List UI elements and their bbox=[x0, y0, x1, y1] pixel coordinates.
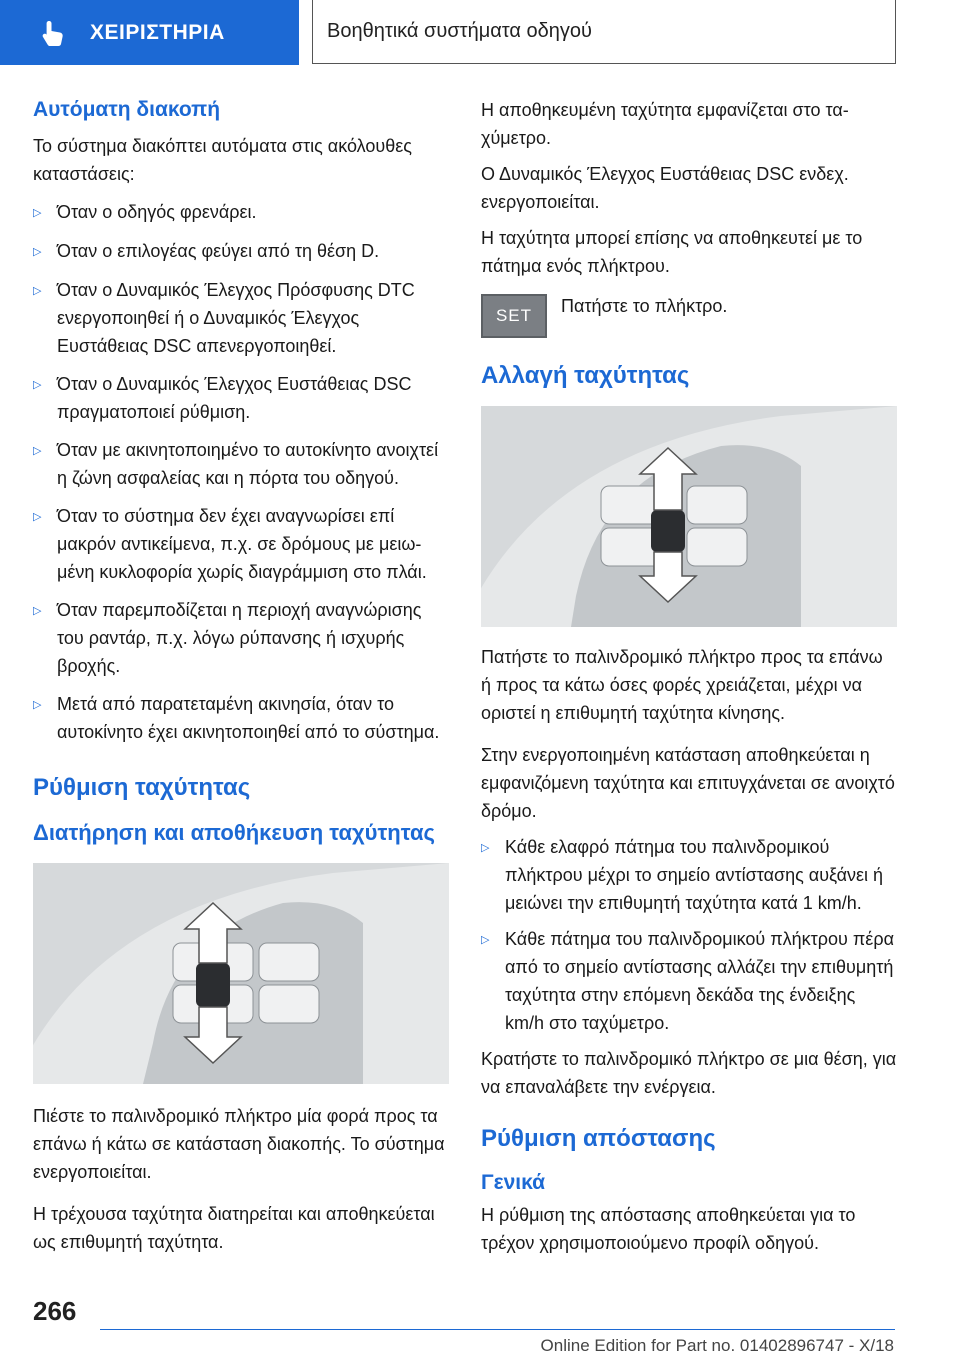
edition-note: Online Edition for Part no. 01402896747 - X/18 bbox=[540, 1336, 894, 1355]
press-once-paragraph: Πιέστε το παλινδρομικό πλήκτρο μία φορά προς τα επάνω ή κάτω σε κατάσταση διακοπής. Το σύστημα ενεργοποιείται. bbox=[33, 1106, 445, 1182]
set-instruction-row bbox=[481, 294, 897, 338]
keep-store-heading: Διατήρηση και αποθήκευση ταχύτητας bbox=[33, 820, 435, 845]
set-instruction: Πατήστε το πλήκτρο. bbox=[561, 296, 728, 316]
distance-profile-paragraph: Η ρύθμιση της απόστασης αποθηκεύεται για το τρέχον χρησιμοποιούμενο προφίλ οδηγού. bbox=[481, 1205, 856, 1253]
left-column bbox=[33, 96, 449, 1256]
bullet-triangle-icon: ▷ bbox=[481, 934, 490, 946]
list-item: ▷ Κάθε ελαφρό πάτημα του παλινδρομικού πλήκτρου μέχρι το σημείο αντίστασης αυξάνει ή μειώνει την επιθυμητή ταχύτητα κατά 1 km/h. bbox=[481, 833, 897, 917]
page-number: 266 bbox=[33, 1296, 77, 1326]
list-item: ▷ Μετά από παρατεταμένη ακινησία, όταν το αυτοκίνητο έχει ακινητοποιηθεί από το σύστημα. bbox=[33, 690, 449, 746]
press-rocker-paragraph: Πατήστε το παλινδρομικό πλήκτρο προς τα επάνω ή προς τα κάτω όσες φορές χρειάζεται, μέχρι να οριστεί η επιθυμητή ταχύτητα κίνησης. bbox=[481, 647, 883, 723]
dsc-paragraph: Ο Δυναμικός Έλεγχος Ευστάθειας DSC ενδεχ. ενεργοποιείται. bbox=[481, 164, 849, 212]
set-button-icon: SET bbox=[481, 294, 547, 338]
bullet-triangle-icon: ▷ bbox=[481, 842, 490, 854]
steering-wheel-rocker-image-2 bbox=[481, 406, 897, 627]
footer-divider bbox=[100, 1329, 895, 1330]
section-label: ΧΕΙΡΙΣΤΗΡΙΑ bbox=[90, 20, 225, 44]
bullet-triangle-icon: ▷ bbox=[33, 207, 42, 219]
general-heading: Γενικά bbox=[481, 1171, 546, 1194]
bullet-triangle-icon: ▷ bbox=[33, 445, 42, 457]
list-item: ▷ Κάθε πάτημα του παλινδρομικού πλήκτρου πέρα από το σημείο αντίστασης αλλάζει την επιθυμητή ταχύτητα στην επόμενη δεκάδα της ένδειξης km/h στο ταχύμετρο. bbox=[481, 925, 897, 1037]
change-speed-heading: Αλλαγή ταχύτητας bbox=[481, 362, 690, 389]
auto-stop-list bbox=[33, 198, 449, 746]
steering-wheel-illustration bbox=[481, 406, 897, 627]
right-column bbox=[481, 96, 897, 1257]
store-by-button-paragraph: Η ταχύτητα μπορεί επίσης να αποθηκευτεί με το πάτημα ενός πλήκτρου. bbox=[481, 228, 863, 276]
hand-pointer-icon bbox=[38, 18, 68, 48]
steering-wheel-rocker-image bbox=[33, 863, 449, 1084]
chapter-title: Βοηθητικά συστήματα οδηγού bbox=[327, 20, 592, 42]
speed-setting-heading: Ρύθμιση ταχύτητας bbox=[33, 774, 251, 801]
distance-heading: Ρύθμιση απόστασης bbox=[481, 1125, 716, 1152]
steering-wheel-illustration bbox=[33, 863, 449, 1084]
chapter-header bbox=[312, 0, 896, 64]
list-item: ▷ Όταν με ακινητοποιημένο το αυτοκίνητο ανοιχτεί η ζώνη ασφαλείας και η πόρτα του οδηγού. bbox=[33, 436, 449, 492]
stored-speed-paragraph: Η αποθηκευμένη ταχύτητα εμφανίζεται στο ταχύμετρο. bbox=[481, 100, 849, 148]
change-speed-list bbox=[481, 833, 897, 1037]
list-item: ▷ Όταν ο Δυναμικός Έλεγχος Ευστάθειας DSC πραγματοποιεί ρύθμιση. bbox=[33, 370, 449, 426]
auto-stop-intro: Το σύστημα διακόπτει αυτόματα στις ακόλουθες καταστάσεις: bbox=[33, 136, 412, 184]
bullet-triangle-icon: ▷ bbox=[33, 246, 42, 258]
list-item: ▷ Όταν ο επιλογέας φεύγει από τη θέση D. bbox=[33, 237, 449, 266]
list-item: ▷ Όταν παρεμποδίζεται η περιοχή αναγνώρισης του ραντάρ, π.χ. λόγω ρύπανσης ή ισχυρής βροχής. bbox=[33, 596, 449, 680]
current-speed-paragraph: Η τρέχουσα ταχύτητα διατηρείται και αποθηκεύεται ως επιθυμητή ταχύτητα. bbox=[33, 1204, 435, 1252]
list-item: ▷ Όταν ο Δυναμικός Έλεγχος Πρόσφυσης DTC ενεργοποιηθεί ή ο Δυναμικός Έλεγχος Ευστάθειας DSC απενεργοποιηθεί. bbox=[33, 276, 449, 360]
bullet-triangle-icon: ▷ bbox=[33, 511, 42, 523]
list-item: ▷ Όταν το σύστημα δεν έχει αναγνωρίσει επί μακρόν αντικείμενα, π.χ. σε δρόμους με μειωμένη κυκλοφορία χωρίς διαγράμμιση στο πλάι. bbox=[33, 502, 449, 586]
bullet-triangle-icon: ▷ bbox=[33, 285, 42, 297]
hold-rocker-paragraph: Κρατήστε το παλινδρομικό πλήκτρο σε μια θέση, για να επαναλάβετε την ενέργεια. bbox=[481, 1049, 897, 1097]
active-state-paragraph: Στην ενεργοποιημένη κατάσταση αποθηκεύεται η εμφανιζόμενη ταχύτητα και επιτυγχάνεται σε ανοιχτό δρόμο. bbox=[481, 745, 895, 821]
bullet-triangle-icon: ▷ bbox=[33, 379, 42, 391]
bullet-triangle-icon: ▷ bbox=[33, 699, 42, 711]
auto-stop-heading: Αυτόματη διακοπή bbox=[33, 98, 221, 121]
bullet-triangle-icon: ▷ bbox=[33, 605, 42, 617]
list-item: ▷ Όταν ο οδηγός φρενάρει. bbox=[33, 198, 449, 227]
section-tab bbox=[0, 0, 299, 65]
